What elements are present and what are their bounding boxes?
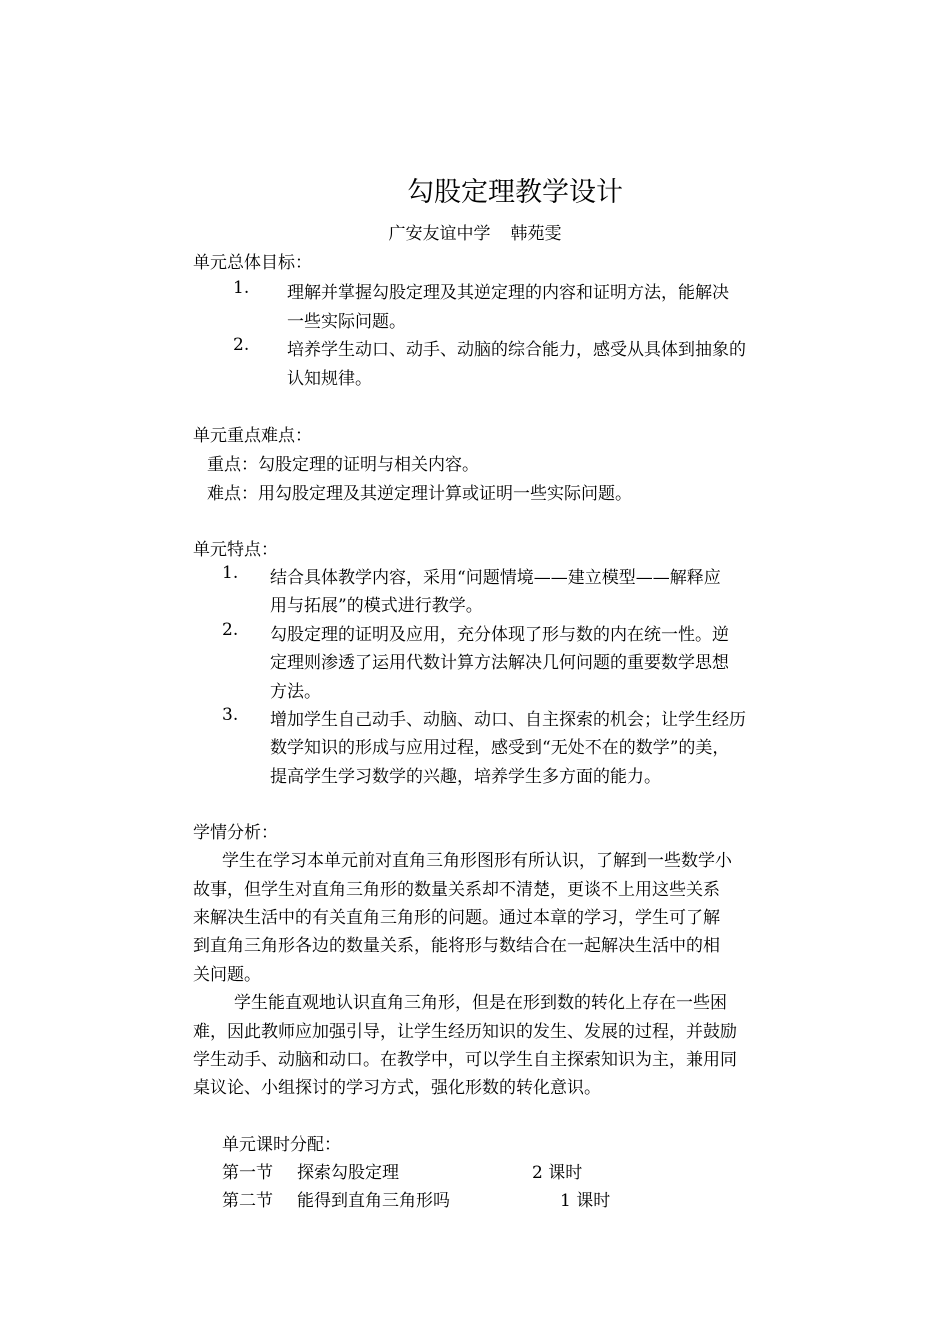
feature-number: 1. <box>222 563 239 583</box>
goals-heading: 单元总体目标： <box>193 253 312 273</box>
analysis-paragraph-line: 来解决生活中的有关直角三角形的问题。通过本章的学习，学生可了解 <box>193 908 720 928</box>
analysis-paragraph-line: 桌议论、小组探讨的学习方式，强化形数的转化意识。 <box>193 1078 601 1098</box>
feature-text-line: 数学知识的形成与应用过程，感受到“无处不在的数学”的美， <box>270 738 730 758</box>
analysis-heading: 学情分析： <box>193 823 278 843</box>
feature-number: 2. <box>222 620 239 640</box>
analysis-paragraph-line: 到直角三角形各边的数量关系，能将形与数结合在一起解决生活中的相 <box>193 936 720 956</box>
feature-number: 3. <box>222 705 239 725</box>
schedule-topic: 能得到直角三角形吗 <box>297 1191 450 1211</box>
analysis-paragraph-line: 难，因此教师应加强引导，让学生经历知识的发生、发展的过程，并鼓励 <box>193 1022 737 1042</box>
document-title: 勾股定理教学设计 <box>407 177 623 208</box>
author-line <box>0 219 950 244</box>
feature-text-line: 定理则渗透了运用代数计算方法解决几何问题的重要数学思想 <box>270 653 729 673</box>
analysis-paragraph-line: 故事，但学生对直角三角形的数量关系却不清楚，更谈不上用这些关系 <box>193 880 720 900</box>
schedule-topic: 探索勾股定理 <box>297 1163 399 1183</box>
goal-text-line: 认知规律。 <box>287 369 372 389</box>
schedule-hours: 1 课时 <box>560 1191 611 1211</box>
author-school: 广安友谊中学 <box>388 224 491 244</box>
feature-text-line: 用与拓展”的模式进行教学。 <box>270 596 483 616</box>
features-heading: 单元特点： <box>193 540 278 560</box>
goal-text-line: 一些实际问题。 <box>287 312 406 332</box>
difficulty-point: 难点：用勾股定理及其逆定理计算或证明一些实际问题。 <box>207 484 632 504</box>
goal-text-line: 理解并掌握勾股定理及其逆定理的内容和证明方法，能解决 <box>287 283 729 303</box>
feature-text-line: 提高学生学习数学的兴趣，培养学生多方面的能力。 <box>270 767 661 787</box>
analysis-paragraph-line: 学生在学习本单元前对直角三角形图形有所认识，了解到一些数学小 <box>222 851 732 871</box>
schedule-heading: 单元课时分配： <box>222 1135 341 1155</box>
feature-text-line: 增加学生自己动手、动脑、动口、自主探索的机会；让学生经历 <box>270 710 746 730</box>
goal-number: 1. <box>233 278 250 298</box>
feature-text-line: 结合具体教学内容，采用“问题情境——建立模型——解释应 <box>270 568 721 588</box>
author-name: 韩苑雯 <box>510 224 562 244</box>
focus-point: 重点：勾股定理的证明与相关内容。 <box>207 455 479 475</box>
goal-number: 2. <box>233 335 250 355</box>
goal-text-line: 培养学生动口、动手、动脑的综合能力，感受从具体到抽象的 <box>287 340 746 360</box>
feature-text-line: 方法。 <box>270 682 321 702</box>
analysis-paragraph-line: 学生能直观地认识直角三角形，但是在形到数的转化上存在一些困 <box>234 993 727 1013</box>
feature-text-line: 勾股定理的证明及应用，充分体现了形与数的内在统一性。逆 <box>270 625 729 645</box>
analysis-paragraph-line: 学生动手、动脑和动口。在教学中，可以学生自主探索知识为主，兼用同 <box>193 1050 737 1070</box>
keypoints-heading: 单元重点难点： <box>193 426 312 446</box>
schedule-hours: 2 课时 <box>532 1163 583 1183</box>
schedule-section: 第一节 <box>222 1163 273 1183</box>
schedule-section: 第二节 <box>222 1191 273 1211</box>
analysis-paragraph-line: 关问题。 <box>193 965 261 985</box>
